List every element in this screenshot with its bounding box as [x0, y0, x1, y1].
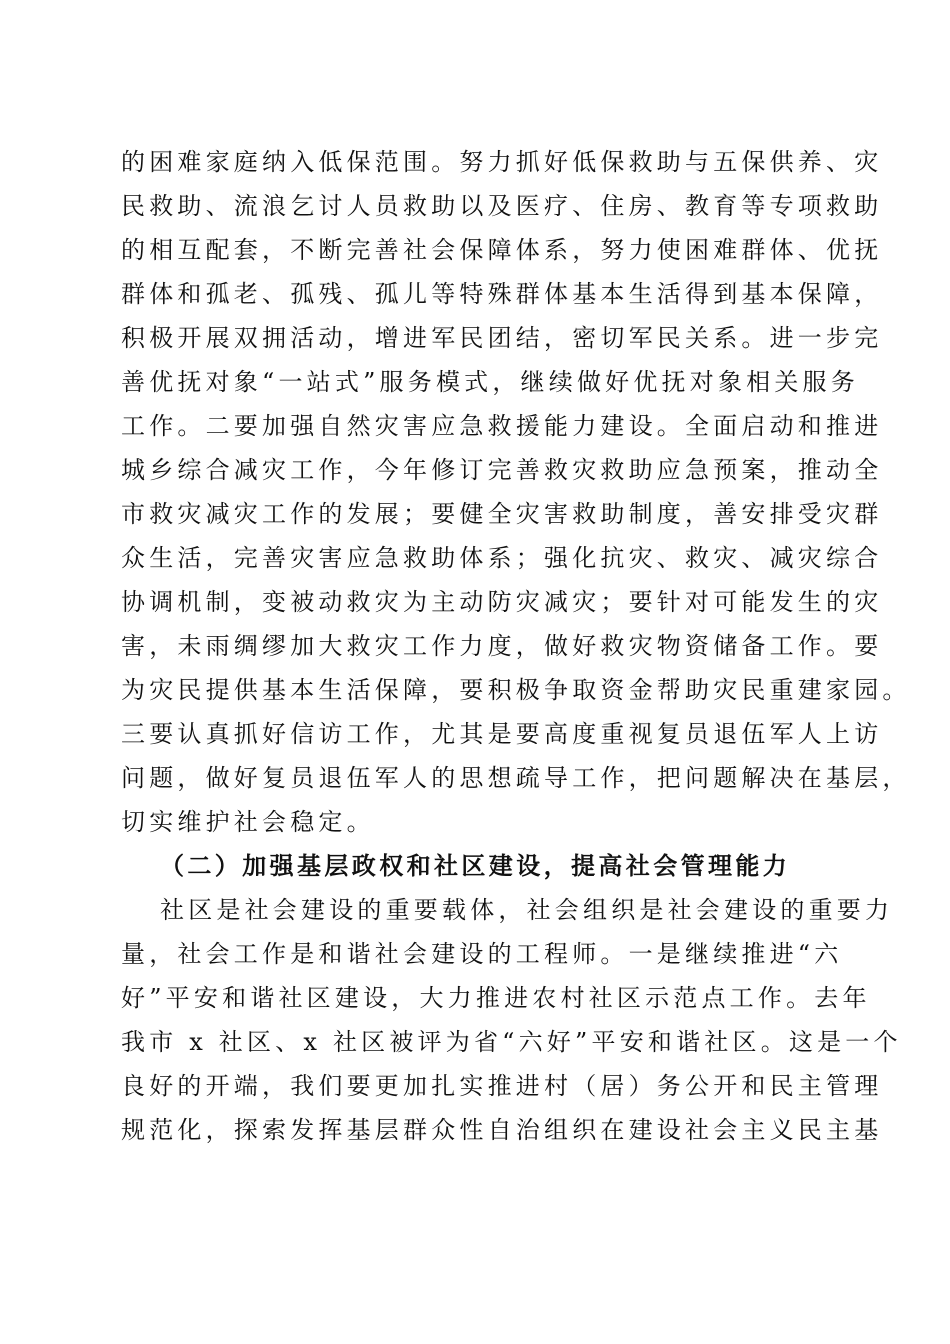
body-line: 为灾民提供基本生活保障，要积极争取资金帮助灾民重建家园。	[121, 676, 911, 704]
body-line: 的困难家庭纳入低保范围。努力抓好低保救助与五保供养、灾	[121, 148, 883, 176]
body-line: 工作。二要加强自然灾害应急救援能力建设。全面启动和推进	[121, 412, 883, 440]
body-line: 好”平安和谐社区建设，大力推进农村社区示范点工作。去年	[121, 984, 871, 1012]
body-line: 切实维护社会稳定。	[121, 808, 375, 836]
body-line: 众生活，完善灾害应急救助体系；强化抗灾、救灾、减灾综合	[121, 544, 883, 572]
body-line: 社区是社会建设的重要载体，社会组织是社会建设的重要力	[160, 896, 894, 924]
body-line: 规范化，探索发挥基层群众性自治组织在建设社会主义民主基	[121, 1116, 883, 1144]
body-line: 善优抚对象“一站式”服务模式，继续做好优抚对象相关服务	[121, 368, 859, 396]
body-line: 的相互配套，不断完善社会保障体系，努力使困难群体、优抚	[121, 236, 883, 264]
body-line: 问题，做好复员退伍军人的思想疏导工作，把问题解决在基层，	[121, 764, 911, 792]
body-line: 协调机制，变被动救灾为主动防灾减灾；要针对可能发生的灾	[121, 588, 883, 616]
body-line: 城乡综合减灾工作，今年修订完善救灾救助应急预案，推动全	[121, 456, 883, 484]
section-heading: （二）加强基层政权和社区建设，提高社会管理能力	[160, 851, 791, 880]
body-line: 我市 x 社区、x 社区被评为省“六好”平安和谐社区。这是一个	[121, 1028, 902, 1056]
body-line: 良好的开端，我们要更加扎实推进村（居）务公开和民主管理	[121, 1072, 883, 1100]
body-line: 三要认真抓好信访工作，尤其是要高度重视复员退伍军人上访	[121, 720, 883, 748]
body-line: 害，未雨绸缪加大救灾工作力度，做好救灾物资储备工作。要	[121, 632, 883, 660]
body-line: 民救助、流浪乞讨人员救助以及医疗、住房、教育等专项救助	[121, 192, 883, 220]
body-line: 群体和孤老、孤残、孤儿等特殊群体基本生活得到基本保障，	[121, 280, 883, 308]
body-line: 市救灾减灾工作的发展；要健全灾害救助制度，善安排受灾群	[121, 500, 883, 528]
body-line: 量，社会工作是和谐社会建设的工程师。一是继续推进“六	[121, 940, 843, 968]
body-line: 积极开展双拥活动，增进军民团结，密切军民关系。进一步完	[121, 324, 883, 352]
